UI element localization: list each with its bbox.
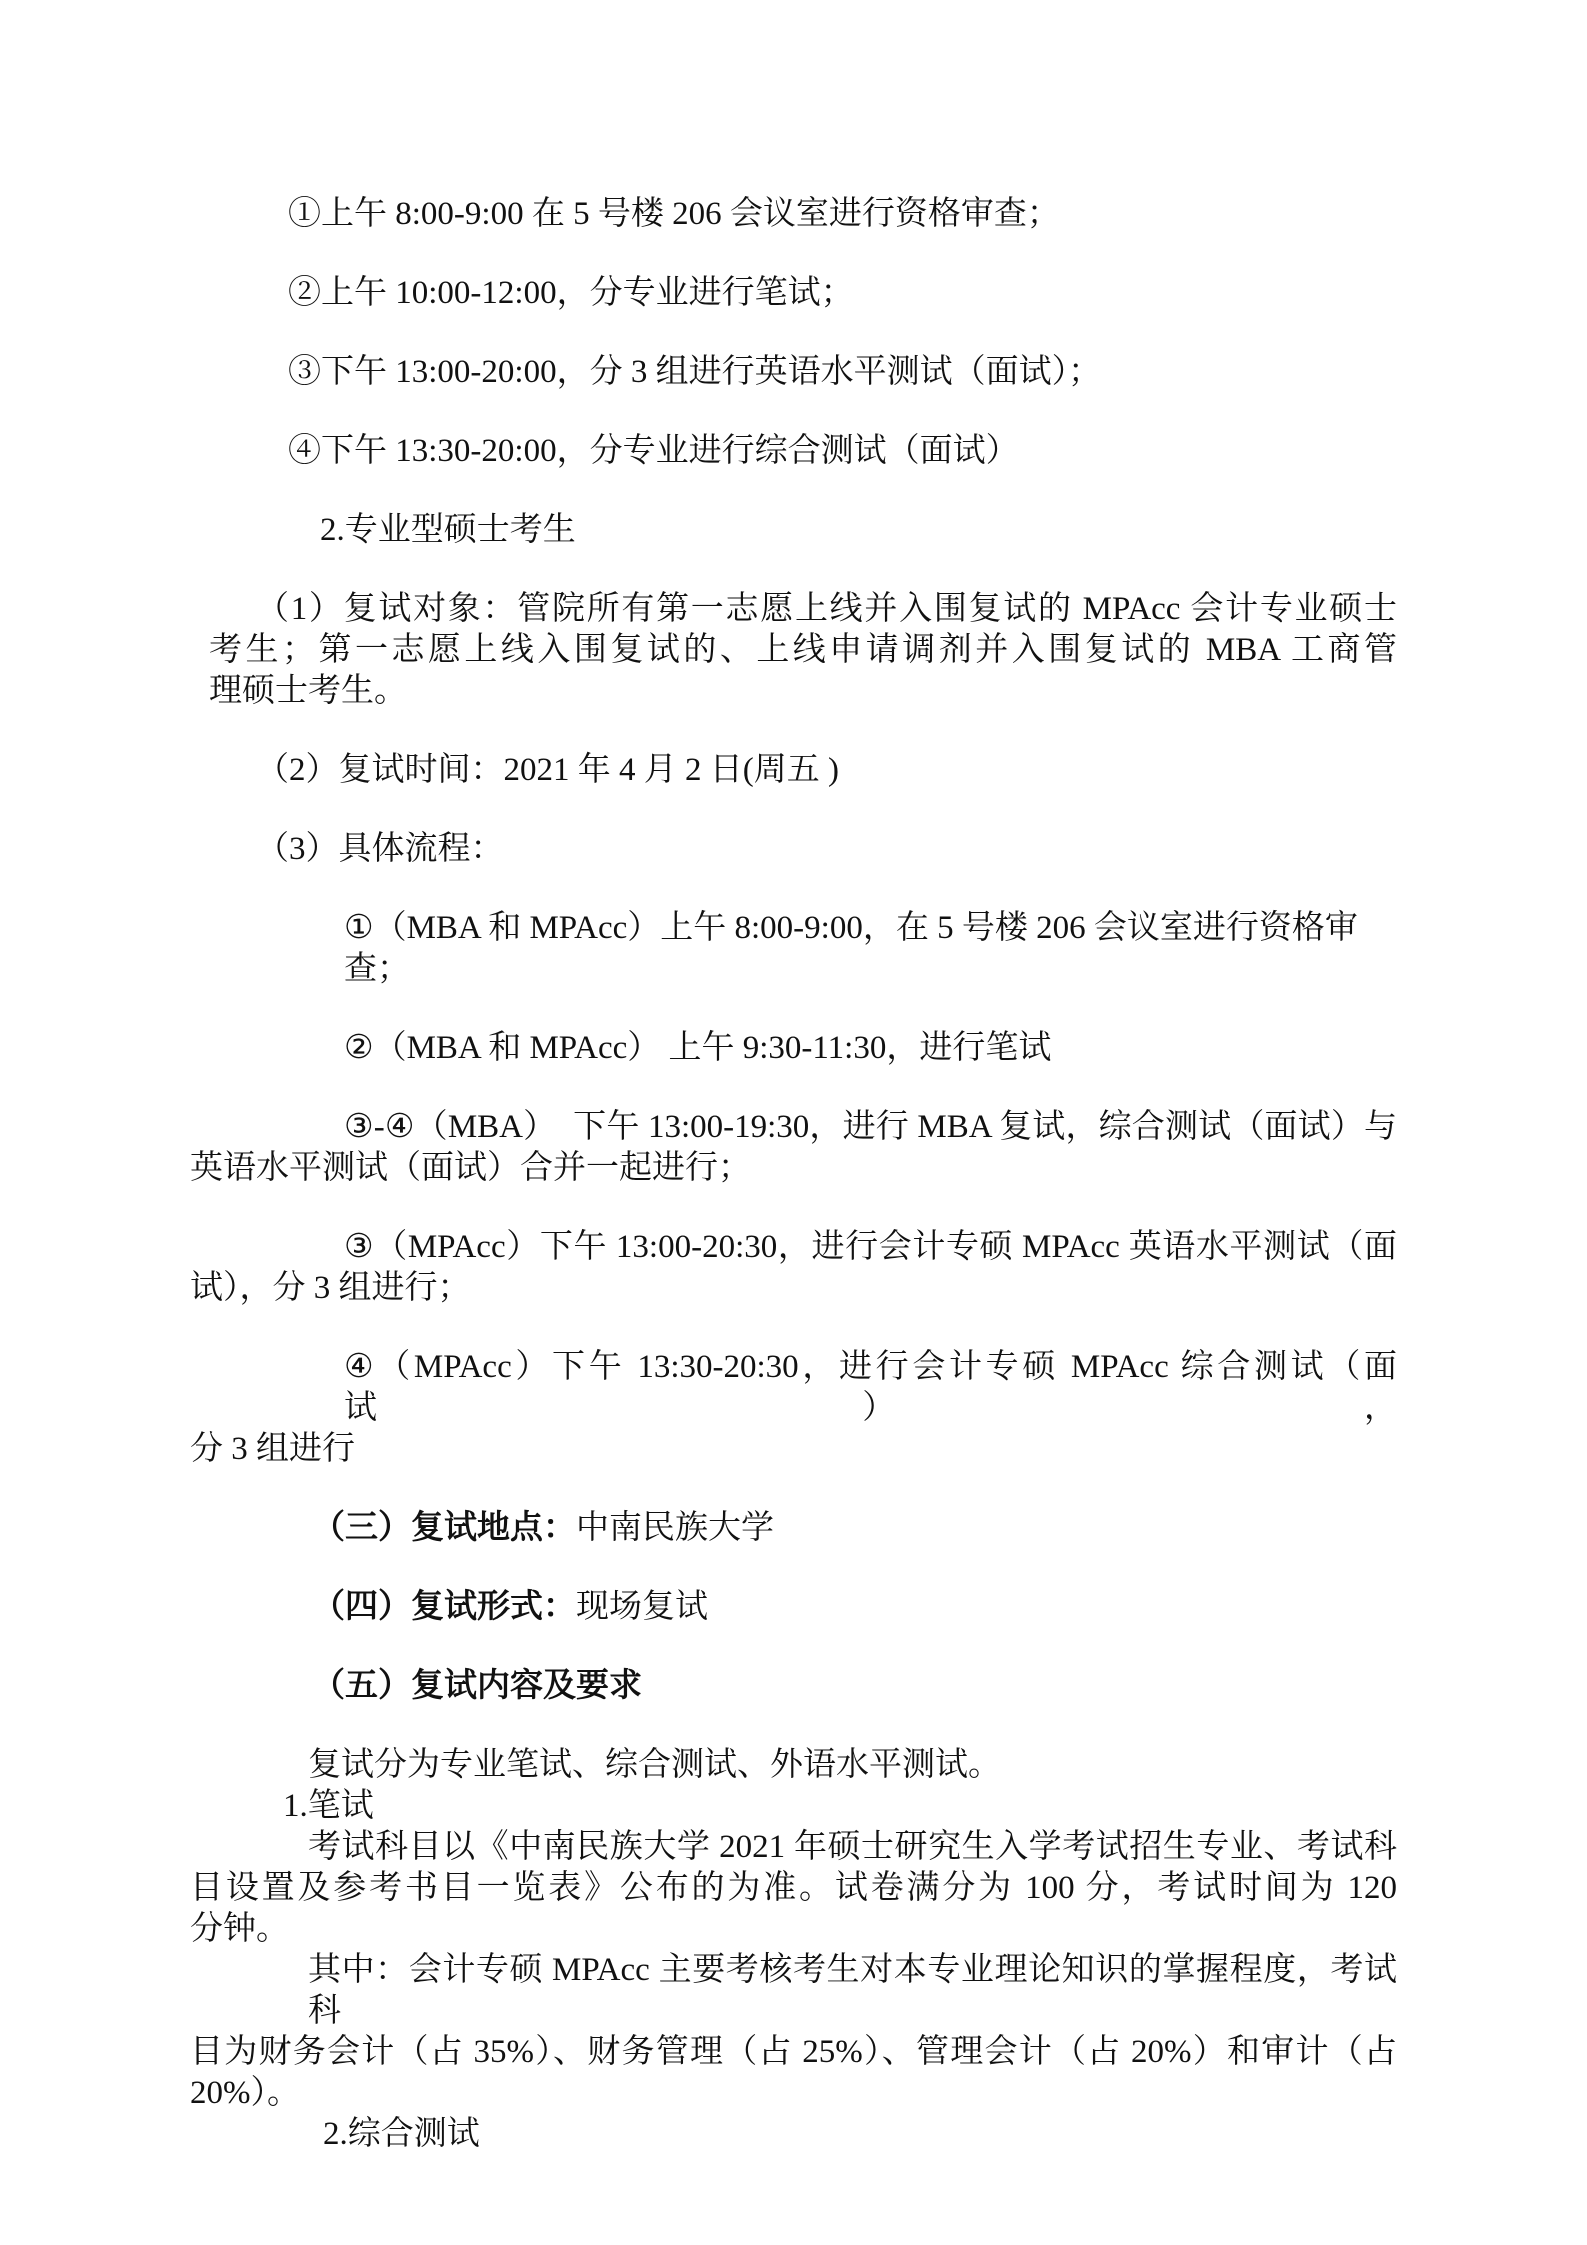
paragraph-written-test-line: 目设置及参考书目一览表》公布的为准。试卷满分为 100 分，考试时间为 120 bbox=[190, 1870, 1397, 1906]
process-item-1: ①（MBA 和 MPAcc）上午 8:00-9:00，在 5 号楼 206 会议室进行资格审查； bbox=[344, 910, 1358, 987]
schedule-item-3: ③下午 13:00-20:00，分 3 组进行英语水平测试（面试）； bbox=[288, 354, 1102, 390]
paragraph-mpacc-subjects-line: 20%）。 bbox=[190, 2075, 300, 2111]
process-item-3-4-line: ③-④（MBA） 下午 13:00-19:30，进行 MBA 复试，综合测试（面试）与 bbox=[344, 1109, 1397, 1145]
paragraph-retest-target-line: （1）复试对象：管院所有第一志愿上线并入围复试的 MPAcc 会计专业硕士 bbox=[256, 591, 1397, 627]
section-label: （五）复试内容及要求 bbox=[312, 1668, 642, 1704]
paragraph-retest-composition: 复试分为专业笔试、综合测试、外语水平测试。 bbox=[308, 1747, 1001, 1783]
paragraph-retest-time: （2）复试时间：2021 年 4 月 2 日(周五 ) bbox=[256, 752, 839, 788]
paragraph-mpacc-subjects-line: 目为财务会计（占 35%）、财务管理（占 25%）、管理会计（占 20%）和审计（占 bbox=[190, 2034, 1397, 2070]
schedule-item-2: ②上午 10:00-12:00，分专业进行笔试； bbox=[288, 275, 854, 311]
process-item-mpacc-4-line: 分 3 组进行 bbox=[190, 1431, 355, 1467]
process-item-mpacc-3-line: 试），分 3 组进行； bbox=[190, 1270, 471, 1306]
process-item-mpacc-4-line: ④（MPAcc）下午 13:30-20:30，进行会计专硕 MPAcc 综合测试（面试）， bbox=[344, 1349, 1397, 1426]
section-value: 中南民族大学 bbox=[576, 1510, 774, 1546]
process-item-2: ②（MBA 和 MPAcc） 上午 9:30-11:30，进行笔试 bbox=[344, 1030, 1052, 1066]
subsection-heading-professional: 2.专业型硕士考生 bbox=[320, 512, 576, 548]
schedule-item-1: ①上午 8:00-9:00 在 5 号楼 206 会议室进行资格审查； bbox=[288, 196, 1060, 232]
paragraph-written-test-line: 分钟。 bbox=[190, 1911, 289, 1947]
paragraph-retest-target-line: 理硕士考生。 bbox=[209, 673, 407, 709]
paragraph-mpacc-subjects-line: 其中：会计专硕 MPAcc 主要考核考生对本专业理论知识的掌握程度，考试科 bbox=[308, 1952, 1397, 2029]
section-heading-location bbox=[190, 1508, 1397, 1549]
paragraph-retest-target-line: 考生；第一志愿上线入围复试的、上线申请调剂并入围复试的 MBA 工商管 bbox=[209, 632, 1397, 668]
section-label: （三）复试地点： bbox=[312, 1510, 576, 1546]
process-item-3-4-line: 英语水平测试（面试）合并一起进行； bbox=[190, 1150, 751, 1186]
section-heading-content bbox=[190, 1666, 1397, 1707]
subsection-heading-written-test: 1.笔试 bbox=[283, 1788, 374, 1824]
text-column bbox=[190, 194, 1397, 2155]
section-value: 现场复试 bbox=[576, 1589, 708, 1625]
section-heading-form bbox=[190, 1587, 1397, 1628]
section-label: （四）复试形式： bbox=[312, 1589, 576, 1625]
paragraph-written-test-line: 考试科目以《中南民族大学 2021 年硕士研究生入学考试招生专业、考试科 bbox=[308, 1829, 1397, 1865]
subsection-heading-comprehensive-test: 2.综合测试 bbox=[323, 2116, 480, 2152]
schedule-item-4: ④下午 13:30-20:00，分专业进行综合测试（面试） bbox=[288, 433, 1019, 469]
process-item-mpacc-3-line: ③（MPAcc）下午 13:00-20:30，进行会计专硕 MPAcc 英语水平测试（面 bbox=[344, 1229, 1397, 1265]
paragraph-process-heading: （3）具体流程： bbox=[256, 831, 504, 867]
